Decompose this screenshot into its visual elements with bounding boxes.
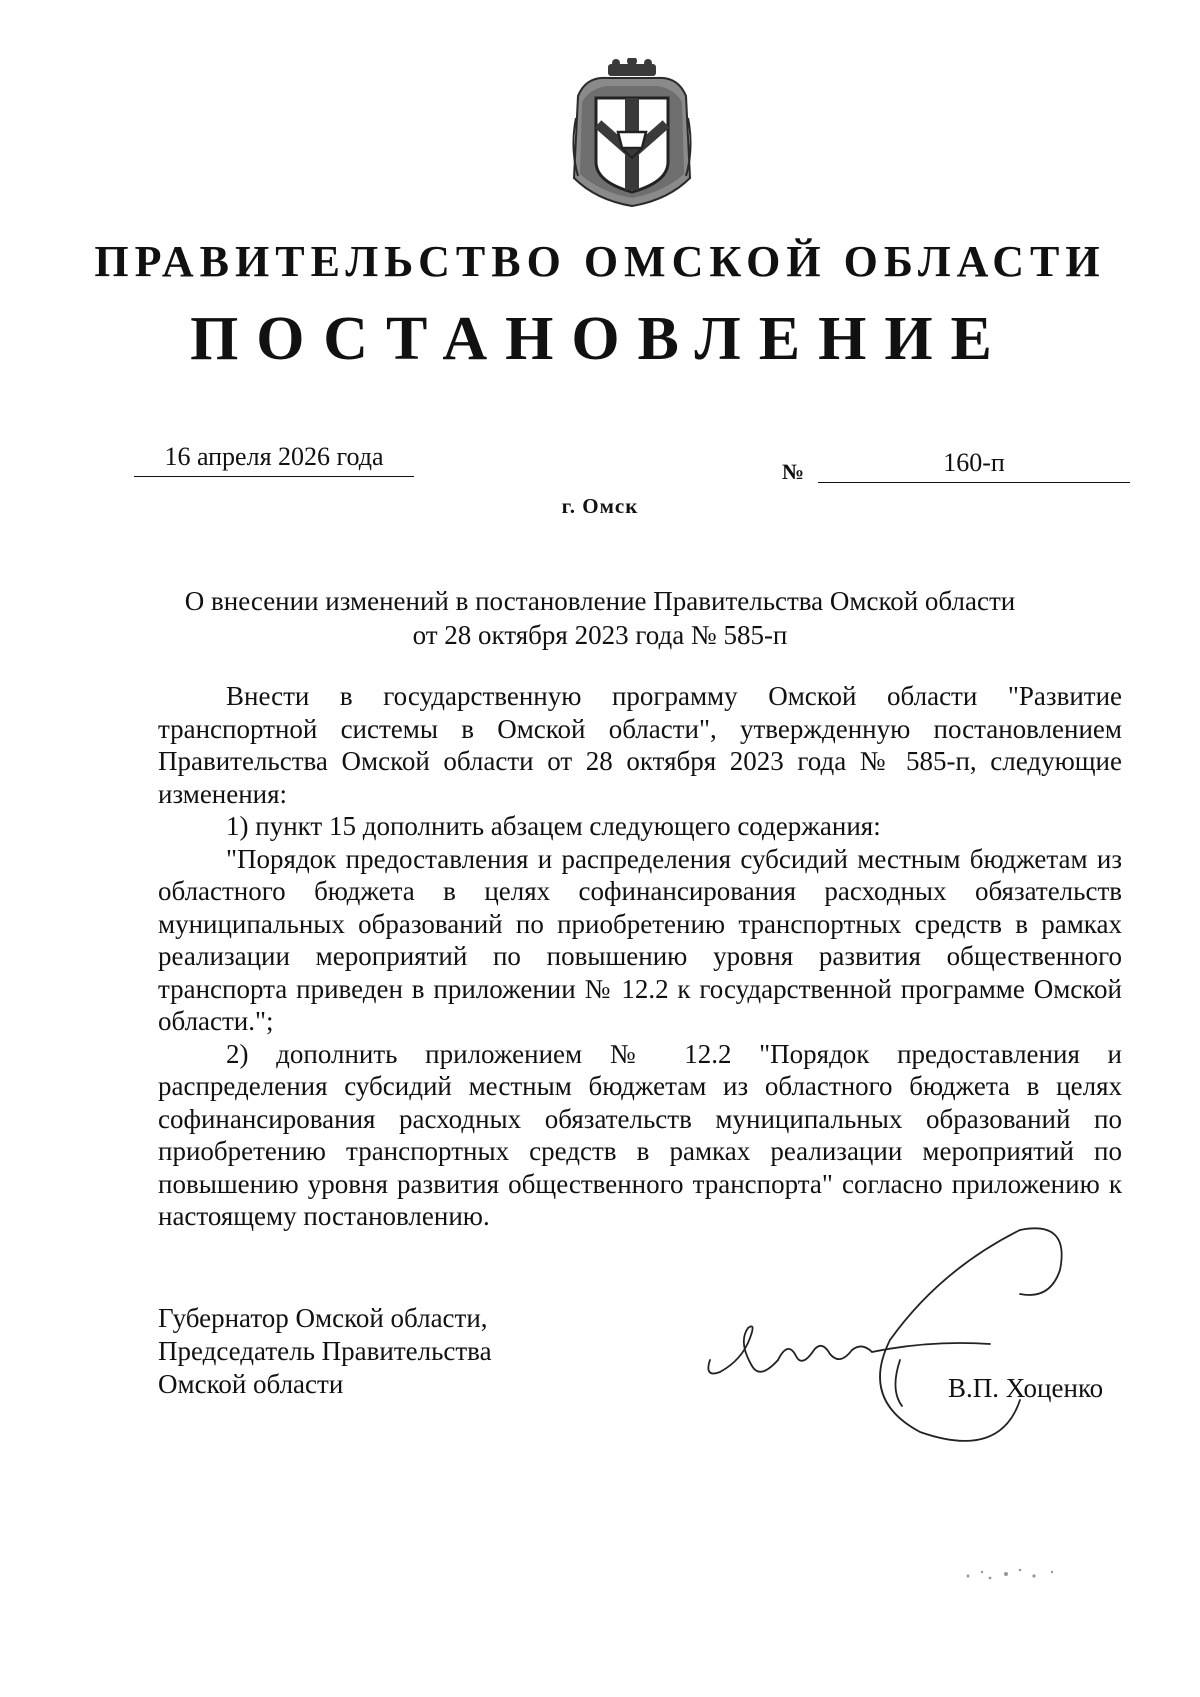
signatory-title-line: Омской области: [158, 1369, 344, 1399]
handwritten-signature: [690, 1210, 1110, 1460]
scan-artifact: [960, 1560, 1070, 1590]
document-body: [158, 680, 1122, 1233]
signatory-title: [158, 1302, 492, 1401]
document-type-heading: ПОСТАНОВЛЕНИЕ: [190, 305, 1010, 373]
city-label: г. Омск: [561, 494, 639, 518]
subject-line: О внесении изменений в постановление Правительства Омской области: [184, 586, 1016, 616]
signatory-name: В.П. Хоценко: [948, 1373, 1104, 1403]
number-sign: №: [782, 459, 805, 484]
body-paragraph: "Порядок предоставления и распределения субсидий местным бюджетам из областного бюджета в целях софинансирования расходных обязательств муниципальных образований по приобретению транспортных средств в рамках реализации мероприятий по повышению уровня развития общественного транспорта приведен в приложении № 12.2 к государственной программе Омской области.";: [158, 843, 1122, 1036]
organization-title: ПРАВИТЕЛЬСТВО ОМСКОЙ ОБЛАСТИ: [94, 237, 1106, 286]
coat-of-arms-emblem: [568, 58, 696, 208]
document-subject: [150, 584, 1050, 652]
body-paragraph: Внести в государственную программу Омской области "Развитие транспортной системы в Омской области", утвержденную постановлением Правительства Омской области от 28 октября 2023 года № 585-п, следующие изменения:: [158, 681, 1122, 809]
signatory-title-line: Председатель Правительства: [158, 1336, 492, 1366]
document-date: 16 апреля 2026 года: [134, 440, 414, 477]
body-paragraph: 2) дополнить приложением № 12.2 "Порядок предоставления и распределения субсидий местным бюджетам из областного бюджета в целях софинансирования расходных обязательств муниципальных образований по приобретению транспортных средств в рамках реализации мероприятий по повышению уровня развития общественного транспорта" согласно приложению к настоящему постановлению.: [158, 1038, 1122, 1231]
subject-line: от 28 октября 2023 года № 585-п: [412, 620, 788, 650]
body-paragraph: 1) пункт 15 дополнить абзацем следующего содержания:: [226, 811, 881, 841]
signatory-title-line: Губернатор Омской области,: [158, 1303, 488, 1333]
document-number: 160-п: [818, 446, 1130, 483]
